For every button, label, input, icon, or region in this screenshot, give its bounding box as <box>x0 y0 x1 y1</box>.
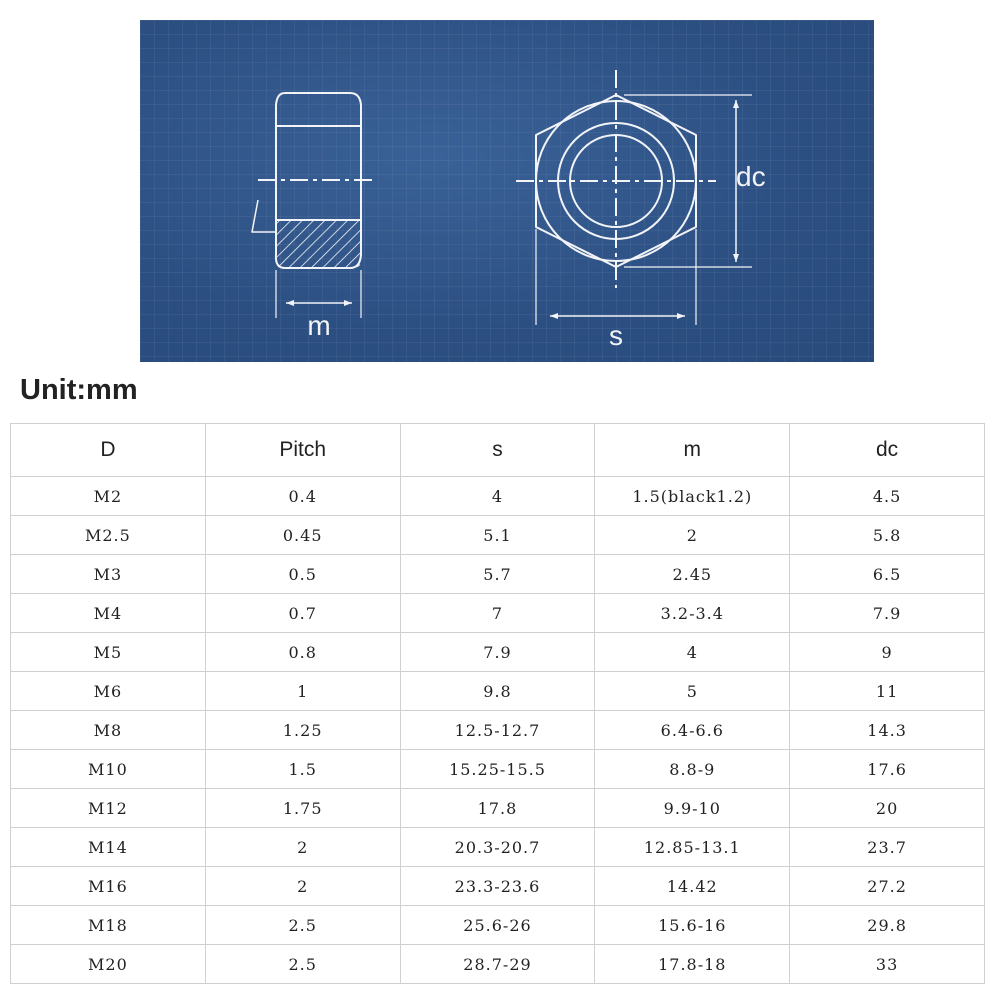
cell-m: 17.8-18 <box>595 945 790 984</box>
cell-s: 5.7 <box>400 555 595 594</box>
table-row <box>11 867 985 906</box>
label-s: s <box>609 320 623 351</box>
cell-s: 12.5-12.7 <box>400 711 595 750</box>
cell-d: M14 <box>11 828 206 867</box>
side-view <box>252 93 376 318</box>
cell-pitch: 2.5 <box>205 945 400 984</box>
cell-s: 7.9 <box>400 633 595 672</box>
cell-pitch: 0.5 <box>205 555 400 594</box>
table-row <box>11 555 985 594</box>
cell-pitch: 1.5 <box>205 750 400 789</box>
cell-dc: 14.3 <box>790 711 985 750</box>
cell-pitch: 1.25 <box>205 711 400 750</box>
cell-d: M10 <box>11 750 206 789</box>
cell-s: 7 <box>400 594 595 633</box>
cell-m: 3.2-3.4 <box>595 594 790 633</box>
cell-d: M16 <box>11 867 206 906</box>
cell-m: 4 <box>595 633 790 672</box>
cell-pitch: 2.5 <box>205 906 400 945</box>
cell-m: 1.5(black1.2) <box>595 477 790 516</box>
cell-d: M2.5 <box>11 516 206 555</box>
table-row <box>11 711 985 750</box>
cell-d: M8 <box>11 711 206 750</box>
cell-s: 15.25-15.5 <box>400 750 595 789</box>
cell-dc: 29.8 <box>790 906 985 945</box>
table-row <box>11 828 985 867</box>
cell-d: M18 <box>11 906 206 945</box>
cell-d: M4 <box>11 594 206 633</box>
table-row <box>11 477 985 516</box>
cell-s: 23.3-23.6 <box>400 867 595 906</box>
cell-dc: 9 <box>790 633 985 672</box>
cell-m: 2.45 <box>595 555 790 594</box>
cell-dc: 4.5 <box>790 477 985 516</box>
cell-m: 8.8-9 <box>595 750 790 789</box>
label-m: m <box>307 310 331 341</box>
header-m: m <box>595 424 790 477</box>
table-row <box>11 594 985 633</box>
cell-m: 15.6-16 <box>595 906 790 945</box>
table-row <box>11 672 985 711</box>
cell-pitch: 1 <box>205 672 400 711</box>
table-row <box>11 906 985 945</box>
cell-pitch: 0.7 <box>205 594 400 633</box>
cell-pitch: 2 <box>205 828 400 867</box>
cell-dc: 6.5 <box>790 555 985 594</box>
cell-dc: 5.8 <box>790 516 985 555</box>
cell-m: 2 <box>595 516 790 555</box>
cell-m: 14.42 <box>595 867 790 906</box>
cell-m: 5 <box>595 672 790 711</box>
table-header-row <box>11 424 985 477</box>
nut-drawing <box>140 20 874 362</box>
cell-pitch: 0.45 <box>205 516 400 555</box>
cell-d: M5 <box>11 633 206 672</box>
table-row <box>11 633 985 672</box>
header-d: D <box>11 424 206 477</box>
cell-m: 12.85-13.1 <box>595 828 790 867</box>
cell-d: M6 <box>11 672 206 711</box>
cell-d: M12 <box>11 789 206 828</box>
nut-dimension-diagram <box>140 20 874 362</box>
cell-dc: 33 <box>790 945 985 984</box>
cell-s: 9.8 <box>400 672 595 711</box>
cell-dc: 7.9 <box>790 594 985 633</box>
cell-s: 20.3-20.7 <box>400 828 595 867</box>
table-row <box>11 750 985 789</box>
header-s: s <box>400 424 595 477</box>
header-dc: dc <box>790 424 985 477</box>
cell-m: 6.4-6.6 <box>595 711 790 750</box>
cell-pitch: 0.8 <box>205 633 400 672</box>
cell-s: 25.6-26 <box>400 906 595 945</box>
cell-s: 4 <box>400 477 595 516</box>
cell-s: 17.8 <box>400 789 595 828</box>
unit-title: Unit:mm <box>20 374 138 406</box>
cell-pitch: 1.75 <box>205 789 400 828</box>
cell-dc: 27.2 <box>790 867 985 906</box>
header-pitch: Pitch <box>205 424 400 477</box>
cell-dc: 17.6 <box>790 750 985 789</box>
cell-s: 5.1 <box>400 516 595 555</box>
table-row <box>11 789 985 828</box>
table-row <box>11 516 985 555</box>
cell-dc: 20 <box>790 789 985 828</box>
table-row <box>11 945 985 984</box>
cell-pitch: 0.4 <box>205 477 400 516</box>
cell-pitch: 2 <box>205 867 400 906</box>
cell-m: 9.9-10 <box>595 789 790 828</box>
cell-d: M3 <box>11 555 206 594</box>
cell-dc: 23.7 <box>790 828 985 867</box>
cell-dc: 11 <box>790 672 985 711</box>
label-dc: dc <box>736 161 766 192</box>
front-view <box>516 70 752 325</box>
cell-d: M2 <box>11 477 206 516</box>
nut-spec-table <box>10 423 985 984</box>
cell-d: M20 <box>11 945 206 984</box>
cell-s: 28.7-29 <box>400 945 595 984</box>
